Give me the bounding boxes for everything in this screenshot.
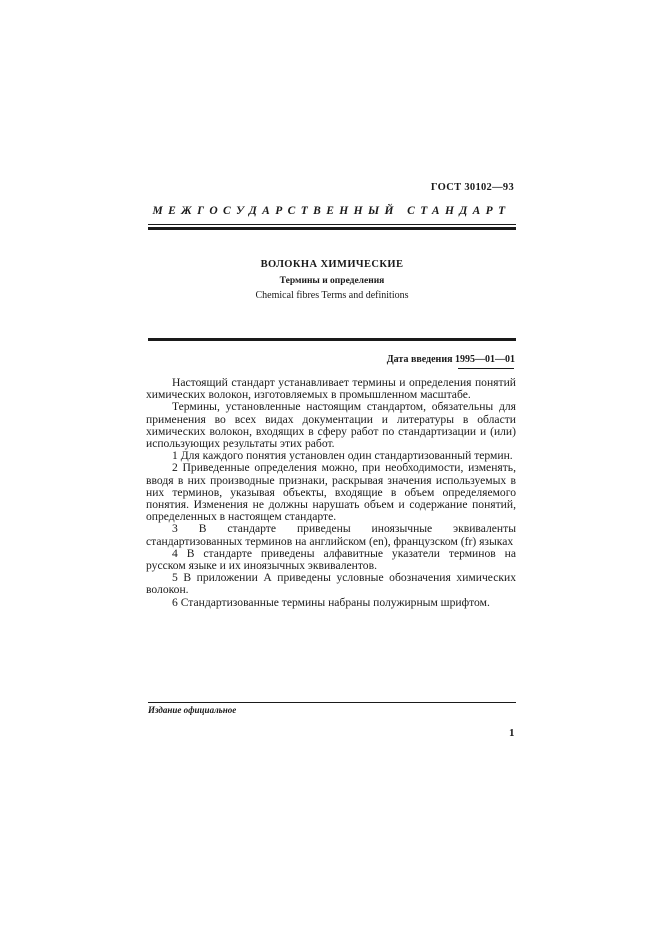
date-underline [458, 368, 514, 369]
paragraph: Термины, установленные настоящим стандартом, обязательны для применения во всех видах документации и литературы в области химических волокон, входящих в сферу работ по стандартизации и (или) использующих результаты этих работ. [146, 400, 516, 451]
paragraph: 3 В стандарте приведены иноязычные эквиваленты стандартизованных терминов на английском (en), французском (fr) языках [146, 522, 516, 548]
header-rule-thin [148, 224, 516, 225]
document-title: ВОЛОКНА ХИМИЧЕСКИЕ [260, 259, 404, 270]
title-rule [148, 338, 516, 341]
paragraph: 2 Приведенные определения можно, при необходимости, изменять, вводя в них производные признаки, раскрывая значения используемых в них терминов, указывая объекты, входящие в объем определяемого понятия. Изменения не должны нарушать объем и содержание понятий, определенных в настоящем стандарте. [146, 461, 516, 524]
document-subtitle: Термины и определения [279, 276, 385, 286]
body-text [146, 377, 516, 609]
footer-rule [148, 702, 516, 703]
interstate-standard-heading: МЕЖГОСУДАРСТВЕННЫЙ СТАНДАРТ [152, 205, 511, 217]
paragraph: Настоящий стандарт устанавливает термины и определения понятий химических волокон, изготовляемых в промышленном масштабе. [146, 376, 516, 402]
paragraph: 4 В стандарте приведены алфавитные указатели терминов на русском языке и их иноязычных эквивалентов. [146, 546, 516, 573]
official-edition-label: Издание официальное [148, 705, 237, 715]
paragraph: 1 Для каждого понятия установлен один стандартизованный термин. [172, 449, 513, 463]
paragraph: 6 Стандартизованные термины набраны полужирным шрифтом. [172, 595, 490, 609]
header-rule-thick [148, 227, 516, 230]
gost-number: ГОСТ 30102—93 [430, 182, 514, 193]
english-title: Chemical fibres Terms and definitions [255, 290, 409, 301]
paragraph: 5 В приложении А приведены условные обозначения химических волокон. [146, 571, 516, 597]
introduction-date: Дата введения 1995—01—01 [386, 354, 515, 365]
page-number: 1 [509, 727, 515, 739]
